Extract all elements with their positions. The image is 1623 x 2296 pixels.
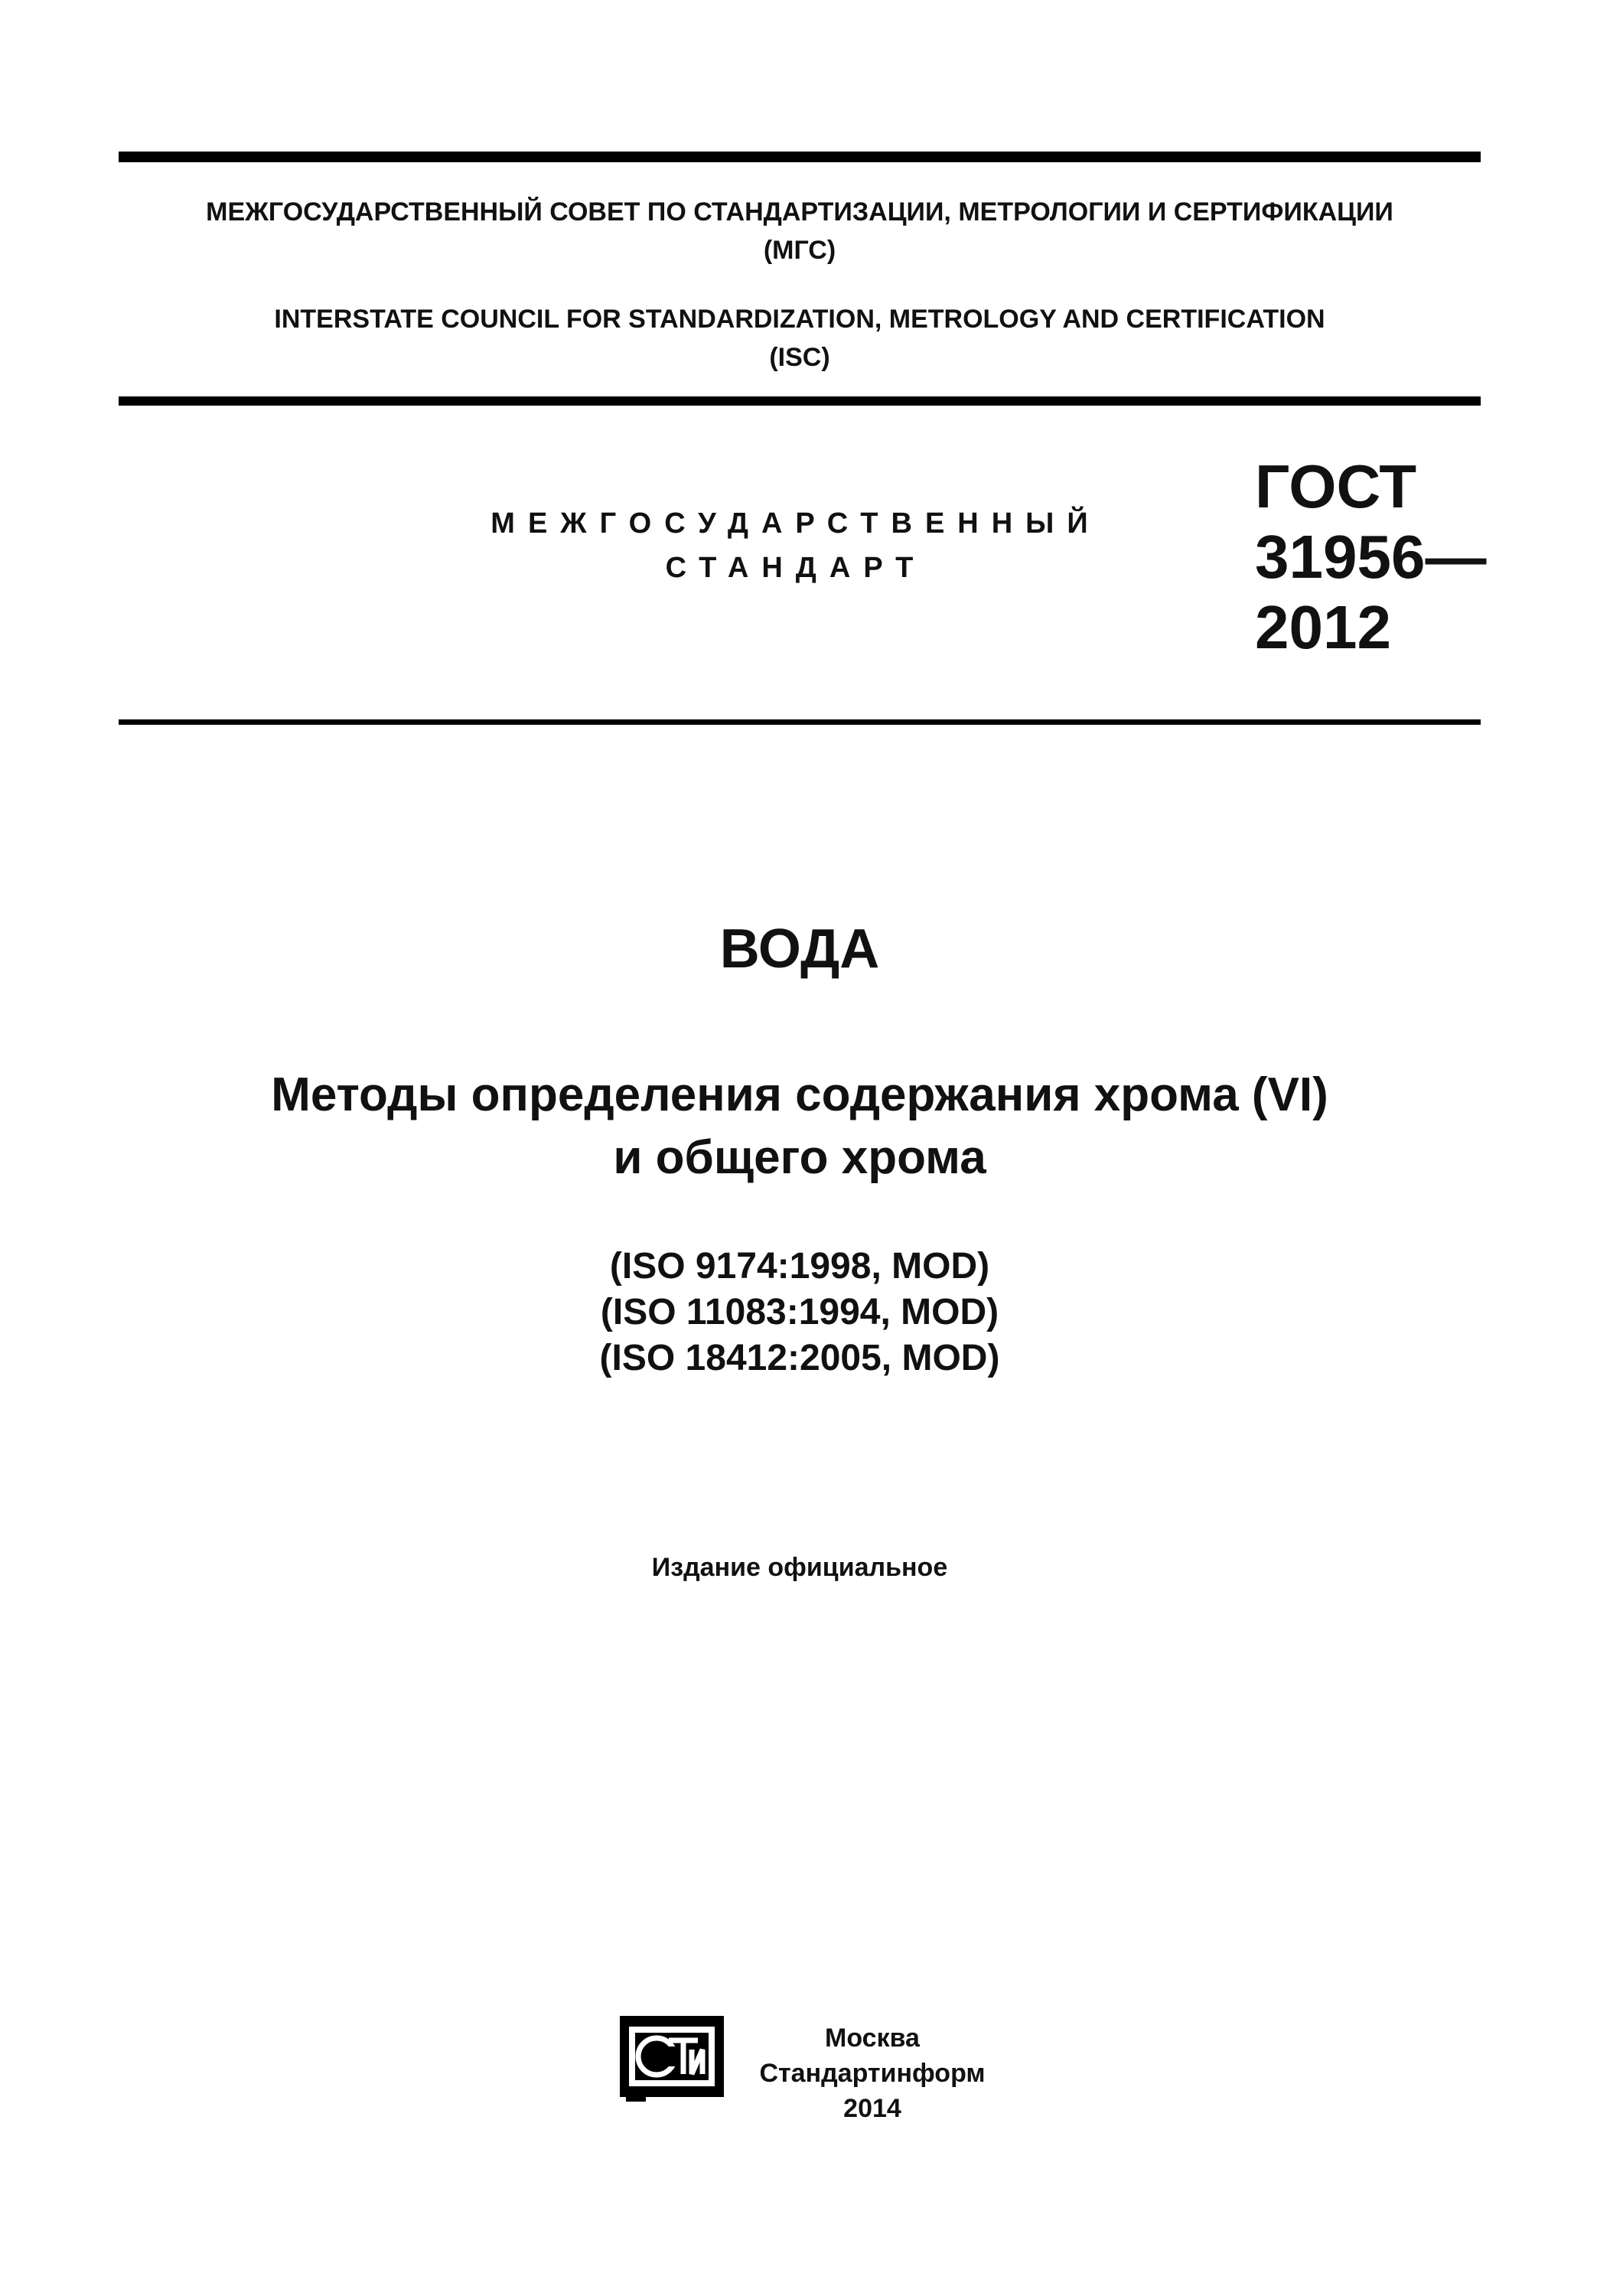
standard-rule	[119, 719, 1481, 725]
document-title: ВОДА	[719, 918, 880, 980]
council-en-line1: INTERSTATE COUNCIL FOR STANDARDIZATION, METROLOGY AND CERTIFICATION	[274, 305, 1325, 334]
publisher-info	[735, 2020, 1010, 2126]
header-rule	[119, 396, 1481, 406]
standard-label	[459, 501, 1133, 590]
iso-references	[119, 1244, 1481, 1381]
council-en-abbr: (ISC)	[769, 343, 830, 372]
council-ru-abbr: (МГС)	[763, 236, 836, 265]
edition-note: Издание официальное	[651, 1553, 948, 1582]
iso-ref: (ISO 18412:2005, MOD)	[599, 1338, 1000, 1378]
gost-prefix: ГОСТ	[1255, 452, 1417, 520]
council-name-en	[119, 300, 1481, 377]
iso-ref: (ISO 9174:1998, MOD)	[609, 1246, 990, 1287]
gost-year: 2012	[1255, 593, 1391, 661]
top-rule	[119, 152, 1481, 162]
publication-year: 2014	[843, 2094, 901, 2123]
publisher-name: Стандартинформ	[759, 2059, 986, 2088]
gost-number	[1255, 452, 1486, 663]
publisher-city: Москва	[825, 2024, 920, 2053]
subtitle-line2: и общего хрома	[613, 1131, 986, 1184]
standard-label-line2: СТАНДАРТ	[665, 552, 927, 584]
standard-label-line1: МЕЖГОСУДАРСТВЕННЫЙ	[490, 507, 1101, 540]
document-subtitle	[119, 1064, 1481, 1189]
council-name-ru	[119, 193, 1481, 269]
standartinform-logo-icon	[618, 2013, 725, 2105]
subtitle-line1: Методы определения содержания хрома (VI)	[271, 1068, 1328, 1121]
iso-ref: (ISO 11083:1994, MOD)	[600, 1292, 999, 1332]
council-ru-line1: МЕЖГОСУДАРСТВЕННЫЙ СОВЕТ ПО СТАНДАРТИЗАЦИИ, МЕТРОЛОГИИ И СЕРТИФИКАЦИИ	[206, 197, 1393, 227]
gost-code: 31956—	[1255, 523, 1487, 591]
